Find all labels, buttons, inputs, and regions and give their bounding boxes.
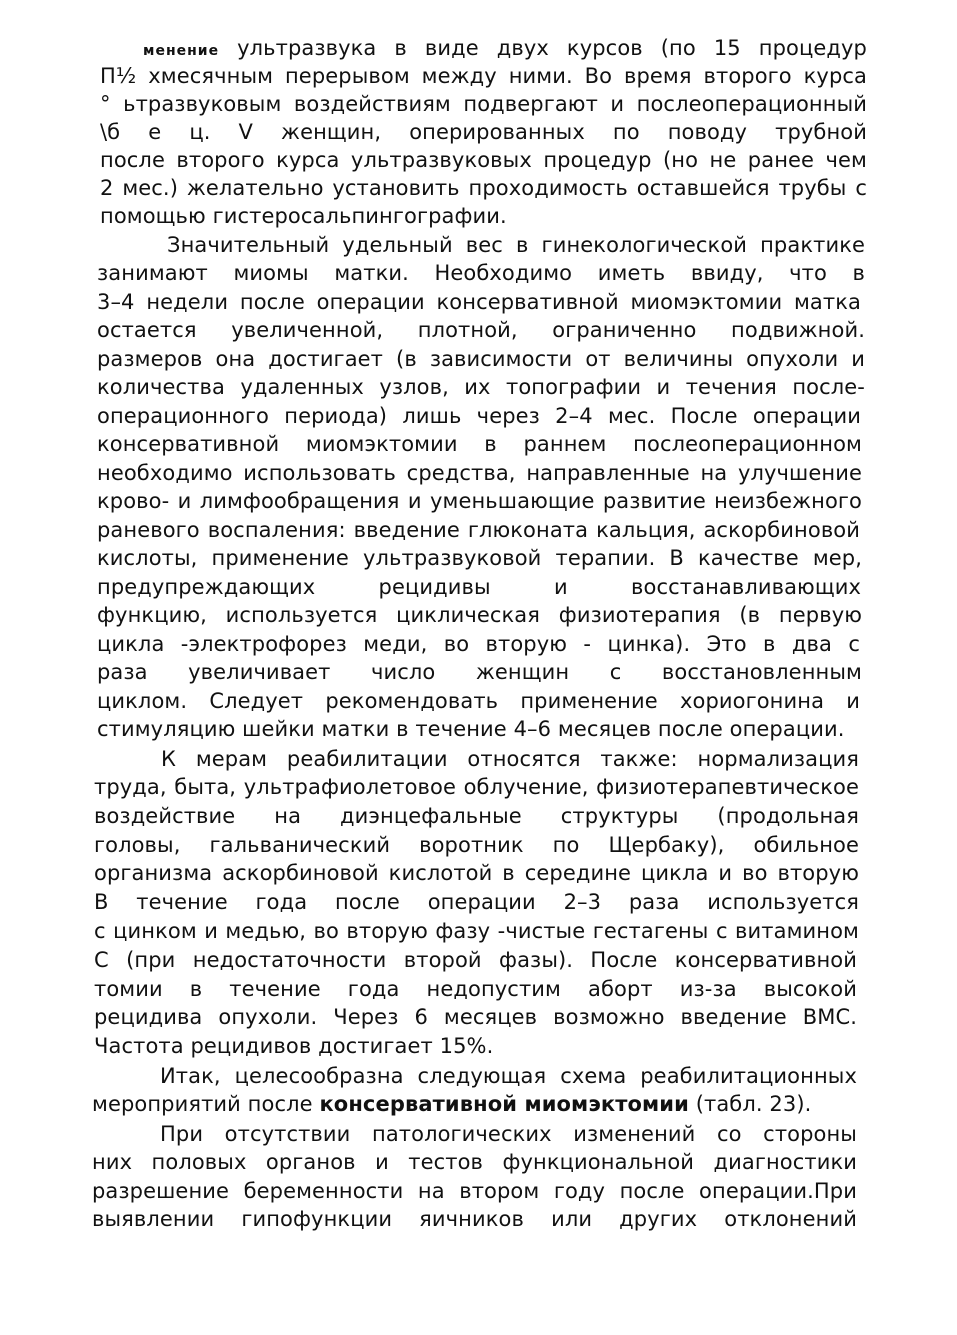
text-line: \б е ц. V женщин, оперированных по поводу трубной [100,120,867,144]
text-line: организма аскорбиновой кислотой в середине цикла и во вторую [94,861,859,885]
text-line: консервативной миомэктомии в раннем послеоперационном [97,432,862,456]
paragraph-first-line: При отсутствии патологических изменений со стороны [160,1122,857,1146]
paragraph-first-line: Итак, целесообразна следующая схема реабилитационных [160,1064,857,1088]
text-line: 3–4 недели после операции консервативной миомэктомии матка [97,290,861,314]
text-line: цикла -электрофорез меди, во вторую - цинка). Это в два с [97,632,860,656]
text-line: труда, быта, ультрафиолетовое облучение, физиотерапевтическое [94,775,859,799]
line-post: (табл. 23). [688,1092,812,1116]
text-line: занимают миомы матки. Необходимо иметь ввиду, что в [97,261,865,285]
text-line: рецидива опухоли. Через 6 месяцев возможно введение ВМС. [94,1005,857,1029]
line-lead-word: менение [143,43,220,59]
paragraph-first-line: К мерам реабилитации относятся также: нормализация [161,747,859,771]
emphasis-term: консервативной миомэктомии [319,1092,689,1116]
text-line: головы, гальванический воротник по Щербаку), обильное [94,833,859,857]
paragraph-first-line: Значительный удельный вес в гинекологической практике [167,233,865,257]
text-line: них половых органов и тестов функциональной диагностики [92,1150,857,1174]
text-line: раневого воспаления: введение глюконата кальция, аскорбиновой [97,518,860,542]
text-line: В течение года после операции 2–3 раза используется [94,890,859,914]
text-line: крово- и лимфообращения и уменьшающие развитие неизбежного [97,489,862,513]
text-line: томии в течение года недопустим аборт из-за высокой [94,977,857,1001]
text-line: воздействие на диэнцефальные структуры (продольная [94,804,859,828]
text-line: разрешение беременности на втором году после операции.При [92,1179,857,1203]
text-line: Частота рецидивов достигает 15%. [94,1034,494,1058]
text-line: выявлении гипофункции яичников или других отклонений [92,1207,857,1231]
line-rest: ультразвука в виде двух курсов (по 15 процедур [237,36,867,60]
text-line: операционного периода) лишь через 2–4 мес. После операции [97,404,861,428]
text-line: функцию, используется циклическая физиотерапия (в первую [97,603,862,627]
text-line [92,1090,811,1118]
line-pre: мероприятий после [92,1092,320,1116]
text-line: необходимо использовать средства, направленные на улучшение [97,461,862,485]
text-line: стимуляцию шейки матки в течение 4–6 месяцев после операции. [97,717,845,741]
text-line: с цинком и медью, во вторую фазу -чистые гестагены с витамином [94,919,859,943]
text-line: П½ хмесячным перерывом между ними. Во время второго курса [100,64,867,88]
text-line: остается увеличенной, плотной, ограниченно подвижной. [97,318,865,342]
text-line: количества удаленных узлов, их топографии и течения после- [97,375,865,399]
text-line: ° ьтразвуковым воздействиям подвергают и послеоперационный [100,92,867,116]
text-line: после второго курса ультразвуковых процедур (но не ранее чем [100,148,867,172]
text-line: помощью гистеросальпингографии. [100,204,507,228]
text-line: размеров она достигает (в зависимости от величины опухоли и [97,347,865,371]
text-line: раза увеличивает число женщин с восстановленным [97,660,862,684]
text-line: предупреждающих рецидивы и восстанавливающих [97,575,861,599]
text-line: 2 мес.) желательно установить проходимость оставшейся трубы с [100,176,867,200]
text-line: С (при недостаточности второй фазы). После консервативной [94,948,857,972]
text-line [143,34,867,62]
text-line: кислоты, применение ультразвуковой терапии. В качестве мер, [97,546,862,570]
text-line: циклом. Следует рекомендовать применение хориогонина и [97,689,860,713]
